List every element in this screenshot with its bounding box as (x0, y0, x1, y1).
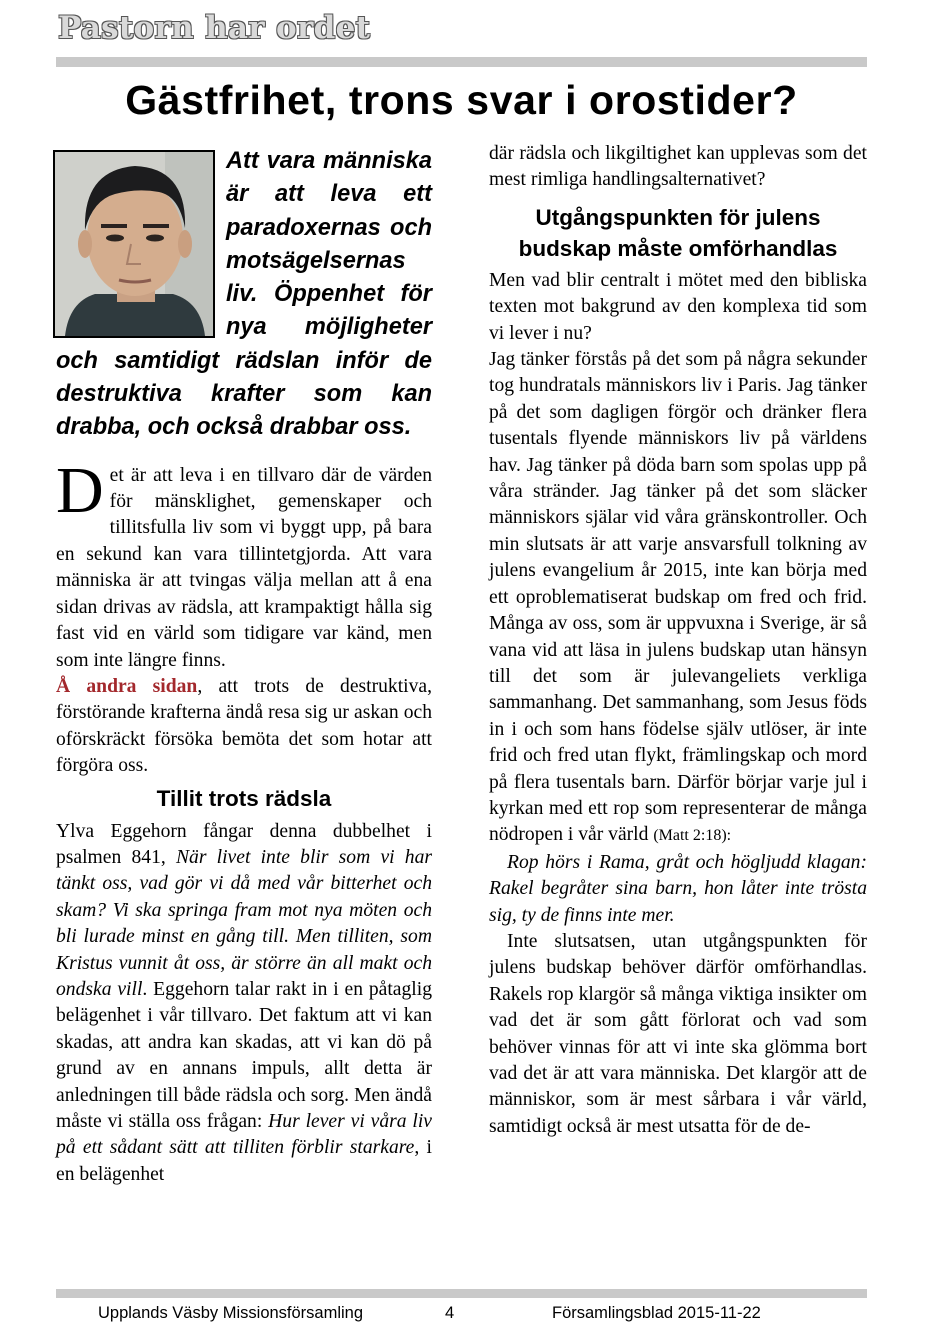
paragraph-continued: där rädsla och likgiltighet kan upplevas som det mest rimliga handlingsalternativet? (489, 143, 867, 191)
subhead-tillit: Tillit trots rädsla (156, 785, 332, 811)
section-label: Pastorn har ordet (58, 10, 371, 46)
drop-cap: D (56, 453, 104, 527)
bible-quote: Rop hörs i Rama, gråt och högljudd klagan: Rakel begråter sina barn, hon låter inte trösta sig, ty de finns inte mer. (489, 851, 867, 926)
top-rule (56, 57, 867, 67)
footer-organization: Upplands Väsby Missionsförsamling (98, 1304, 364, 1322)
footer-publication: Församlingsblad 2015-11-22 (552, 1304, 761, 1322)
paragraph-3: Ylva Eggehorn fångar denna dubbelhet i psalmen 841, När livet inte blir som vi har tänkt oss, vad gör vi då med vår bitterhet och skam? Vi ska springa fram mot nya möten och bli lurade minst en gång till. Men tilliten, som Kristus vunnit åt oss, är större än all makt och ondska vill. Eggehorn talar rakt in i en påtaglig belägenhet i vår tillvaro. Det faktum att vi kan skadas, att andra kan skadas, att vi kan dö på grund av en annans impuls, allt detta är anledningen till både rädsla och sorg. Men ändå måste vi ställa oss frågan: Hur lever vi våra liv på ett sådant sätt att tilliten förblir starkare, i en belägenhet (56, 820, 432, 1185)
left-column (56, 145, 432, 1188)
right-column (489, 141, 867, 1140)
bottom-rule (56, 1289, 867, 1298)
paragraph-4: Men vad blir centralt i mötet med den bibliska texten mot bakgrund av den komplexa tid som vi lever i nu? (489, 269, 867, 344)
paragraph-2: Å andra sidan, att trots de destruktiva, förstörande krafterna ändå resa sig ur askan och oförskräckt försöka bemöta det som hotar att förgöra oss. (56, 675, 432, 777)
question-quote: Hur lever vi våra liv på ett sådant sätt att tilliten förblir starkare (56, 1111, 432, 1159)
paragraph-1: Det är att leva i en tillvaro där de värden för mänsklighet, gemenskaper och tillitsfulla liv som vi byggt upp, på bara en sekund kan vara tillintetgjorda. Att vara människa är att tvingas välja mellan att å ena sidan drivas av rädsla, att krampaktigt hålla sig fast vid en värld som tidigare var känd, men som inte längre finns. (56, 453, 432, 671)
bible-reference: (Matt 2:18): (653, 827, 732, 845)
intro-paragraph: Att vara människa är att leva ett paradoxernas och motsägelsernas liv. Öppenhet för nya möjligheter och samtidigt rädslan inför de destruktiva krafter som kan drabba, och också drabbar oss. (56, 148, 432, 441)
article-headline: Gästfrihet, trons svar i orostider? (125, 77, 798, 123)
paragraph-6: Inte slutsatsen, utan utgångspunkten för julens budskap behöver därför omförhandlas. Rakels rop klargör så många viktiga insikter om vad det är som gått förlorat och vad som behöver vinnas för att vi inte ska glömma bort vad det är att vara människa. Det klargör att de människor, som är mest sårbara i vår värld, samtidigt också är mest utsatta för de de- (489, 930, 867, 1137)
footer-page-number: 4 (445, 1304, 455, 1322)
psalm-quote: När livet inte blir som vi har tänkt oss, vad gör vi då med vår bitterhet och skam? Vi ska springa fram mot nya möten och bli lurade minst en gång till. Men tilliten, som Kristus vunnit åt oss, är större än all makt och ondska vill (56, 846, 432, 1000)
highlight-phrase: Å andra sidan (56, 675, 198, 697)
paragraph-5: Jag tänker förstås på det som på några sekunder tog hundratals människors liv i Paris. Jag tänker på det som dagligen förgör och dränker flera tusentals flyende människors liv på världens hav. Jag tänker på döda barn som spolas upp på våra stränder. Jag tänker på det som släcker människors själar vid våra gränskontroller. Och min slutsats är att varje ansvarsfull tolkning av julens evangelium år 2015, inte kan börja med ett oproblematiserat budskap om fred och frid. Många av oss, som är uppvuxna i Sverige, är så vana vid att läsa in julens budskap utan hänsyn till det som är julevangeliets verkliga sammanhang. Det sammanhang, som Jesus föds in i och som hans födelse själv utlöser, är inte frid och fred utan flykt, främlingskap och mord på flera tusentals barn. Därför börjar varje jul i kyrkan med ett rop som representerar de många nödropen i vår värld (Matt 2:18): (489, 349, 867, 846)
subhead-utgangspunkten: Utgångspunkten för julens budskap måste omförhandlas (518, 204, 838, 261)
